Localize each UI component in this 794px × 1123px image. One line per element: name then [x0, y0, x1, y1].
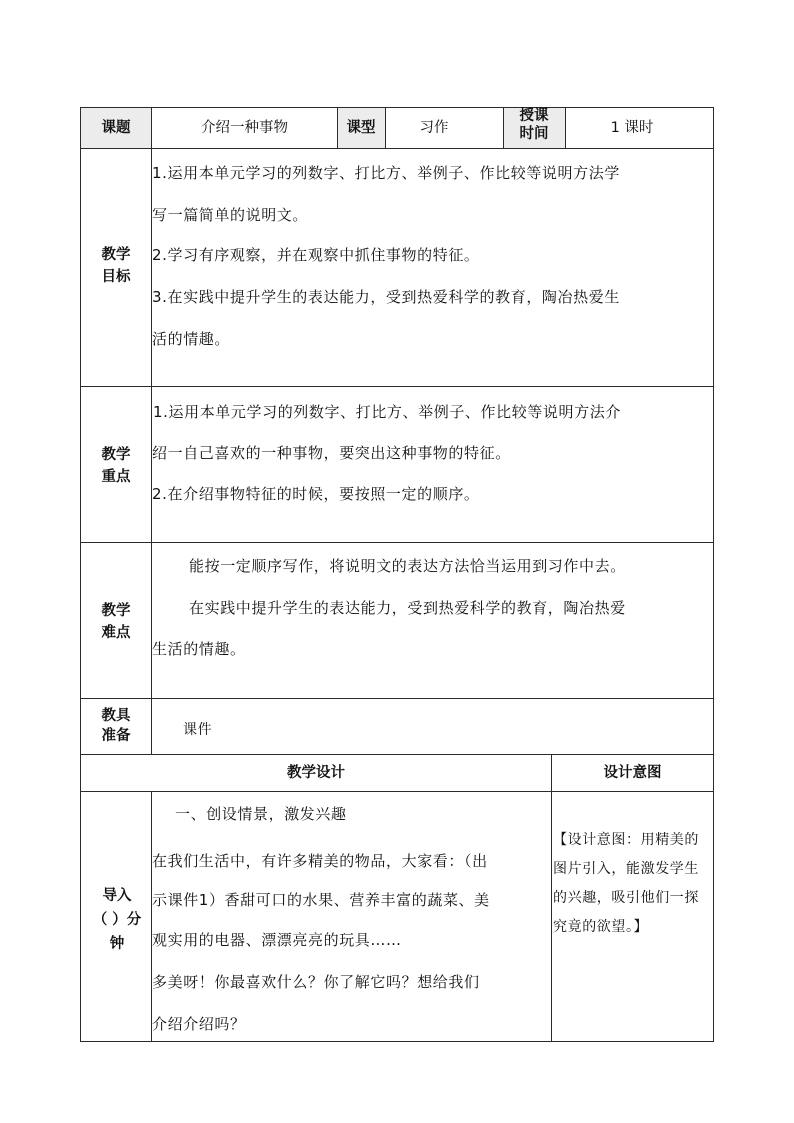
time-label — [503, 107, 565, 143]
key-points-line-3: 2.在介绍事物特征的时候，要按照一定的顺序。 — [152, 485, 480, 503]
time-label-line-1: 授课 — [519, 108, 549, 124]
goals-line-1: 1.运用本单元学习的列数字、打比方、举例子、作比较等说明方法学 — [152, 164, 620, 182]
difficulties-line-2: 在实践中提升学生的表达能力，受到热爱科学的教育，陶冶热爱 — [189, 599, 626, 617]
goals-line-5: 活的情趣。 — [152, 330, 231, 348]
intent-line-2: 图片引入，能激发学生 — [553, 861, 699, 877]
topic-value: 介绍一种事物 — [201, 120, 288, 136]
topic-label: 课题 — [101, 120, 131, 136]
design-header-right: 设计意图 — [603, 765, 662, 781]
time-value: 1 课时 — [610, 120, 654, 136]
intent-line-1: 【设计意图：用精美的 — [553, 832, 699, 848]
intro-line-1: 一、创设情景，激发兴趣 — [175, 805, 347, 823]
intro-label-line-1: 导入 — [102, 888, 132, 904]
key-points-line-1: 1.运用本单元学习的列数字、打比方、举例子、作比较等说明方法介 — [153, 403, 621, 421]
intro-line-2: 在我们生活中，有许多精美的物品，大家看：（出 — [152, 852, 488, 870]
intro-label-line-3: 钟 — [109, 936, 125, 952]
intro-line-5: 多美呀！你最喜欢什么？你了解它吗？想给我们 — [152, 973, 480, 991]
equipment-label-line-2: 准备 — [101, 728, 131, 744]
intro-label — [81, 884, 153, 956]
goals-label — [81, 244, 151, 288]
difficulties-label-line-2: 难点 — [101, 625, 131, 641]
difficulties-line-1: 能按一定顺序写作，将说明文的表达方法恰当运用到习作中去。 — [189, 557, 626, 575]
grid-line — [80, 1041, 714, 1042]
grid-line — [80, 698, 714, 699]
key-points-label-line-1: 教学 — [101, 447, 131, 463]
goals-label-line-2: 目标 — [101, 269, 131, 285]
intro-line-6: 介绍介绍吗？ — [152, 1015, 246, 1033]
goals-line-3: 2.学习有序观察，并在观察中抓住事物的特征。 — [152, 246, 480, 264]
grid-line — [80, 542, 714, 543]
difficulties-label-line-1: 教学 — [101, 603, 131, 619]
grid-line — [80, 791, 714, 792]
type-value: 习作 — [419, 120, 449, 136]
grid-line — [80, 386, 714, 387]
equipment-value: 课件 — [183, 722, 213, 738]
intro-label-line-2: （ ）分 — [92, 912, 142, 928]
grid-line — [80, 148, 714, 149]
key-points-line-2: 绍一自己喜欢的一种事物，要突出这种事物的特征。 — [152, 444, 511, 462]
key-points-label-line-2: 重点 — [101, 469, 131, 485]
intro-line-4: 观实用的电器、漂漂亮亮的玩具…… — [152, 931, 402, 949]
intent-line-4: 究竟的欲望。】 — [553, 919, 649, 935]
grid-line — [80, 754, 714, 755]
equipment-label-line-1: 教具 — [101, 708, 131, 724]
difficulties-line-3: 生活的情趣。 — [152, 640, 246, 658]
intro-line-3: 示课件1）香甜可口的水果、营养丰富的蔬菜、美 — [152, 891, 490, 909]
key-points-label — [81, 444, 151, 488]
grid-line — [551, 754, 552, 1042]
time-label-line-2: 时间 — [519, 126, 549, 142]
goals-label-line-1: 教学 — [101, 247, 131, 263]
grid-line — [713, 107, 714, 1042]
goals-line-4: 3.在实践中提升学生的表达能力，受到热爱科学的教育，陶冶热爱生 — [152, 288, 620, 306]
intent-line-3: 的兴趣，吸引他们一探 — [553, 890, 699, 906]
design-header-left: 教学设计 — [287, 765, 345, 781]
grid-line — [80, 107, 714, 108]
type-label: 课型 — [346, 120, 376, 136]
equipment-label — [81, 706, 151, 746]
goals-line-2: 写一篇简单的说明文。 — [152, 206, 309, 224]
difficulties-label — [81, 600, 151, 644]
